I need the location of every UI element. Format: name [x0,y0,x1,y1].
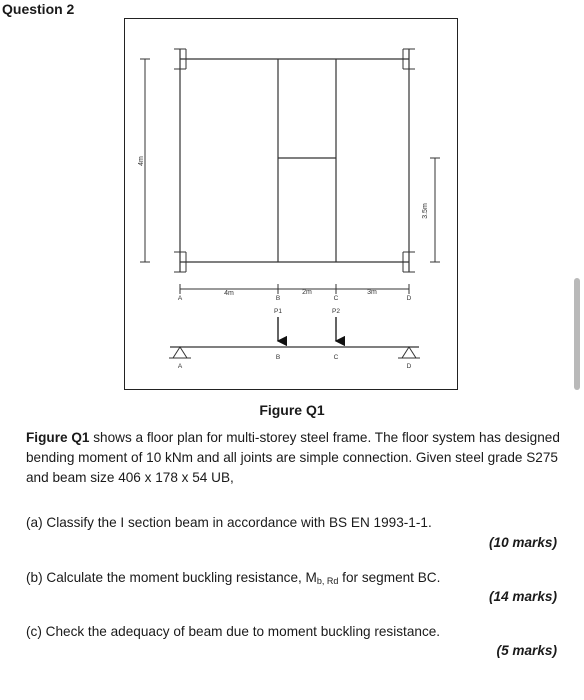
load-p1-label: P1 [274,308,282,315]
support-a [169,347,191,358]
dimension-left-label: 4m [138,156,145,166]
dimension-right [430,158,440,262]
question-heading: Question 2 [2,1,75,17]
figure-reference: Figure Q1 [26,430,90,445]
description-text: shows a floor plan for multi-storey steel frame. The floor system has designed bending moment of 10 kNm and all joints are simple connection. Given steel grade S275 and beam size 406 x 178 x 54 UB, [26,430,560,485]
floor-plan [174,49,415,272]
beam-label-a: A [177,363,183,370]
part-c-question: (c) Check the adequacy of beam due to moment buckling resistance. [26,624,441,639]
figure-frame [124,18,458,390]
plan-label-a: A [177,295,183,302]
plan-label-d: D [406,295,412,302]
support-d [398,347,420,358]
beam-label-d: D [406,363,412,370]
part-b-text-1: (b) Calculate the moment buckling resistance, M [26,570,317,585]
part-c-marks: (5 marks) [496,643,557,658]
scrollbar-thumb[interactable] [574,278,580,390]
part-a-marks: (10 marks) [488,535,557,550]
part-b-text-2: for segment BC. [338,570,441,585]
part-b-subscript: b, Rd [316,576,339,586]
figure-caption: Figure Q1 [259,402,325,418]
span-ab-label: 4m [224,290,234,297]
plan-label-b: B [275,295,281,302]
column-marks [174,49,415,272]
floor-plan-diagram [125,19,459,391]
part-a-question: (a) Classify the I section beam in accordance with BS EN 1993-1-1. [26,515,432,530]
span-cd-label: 3m [367,289,377,296]
plan-label-c: C [333,295,339,302]
part-b-marks: (14 marks) [488,589,557,604]
load-p2-label: P2 [332,308,340,315]
beam-label-c: C [333,354,339,361]
dimension-right-label: 3.5m [422,203,429,219]
problem-description [26,428,564,488]
span-bc-label: 2m [302,289,312,296]
part-b-question [26,570,440,586]
beam-label-b: B [275,354,281,361]
